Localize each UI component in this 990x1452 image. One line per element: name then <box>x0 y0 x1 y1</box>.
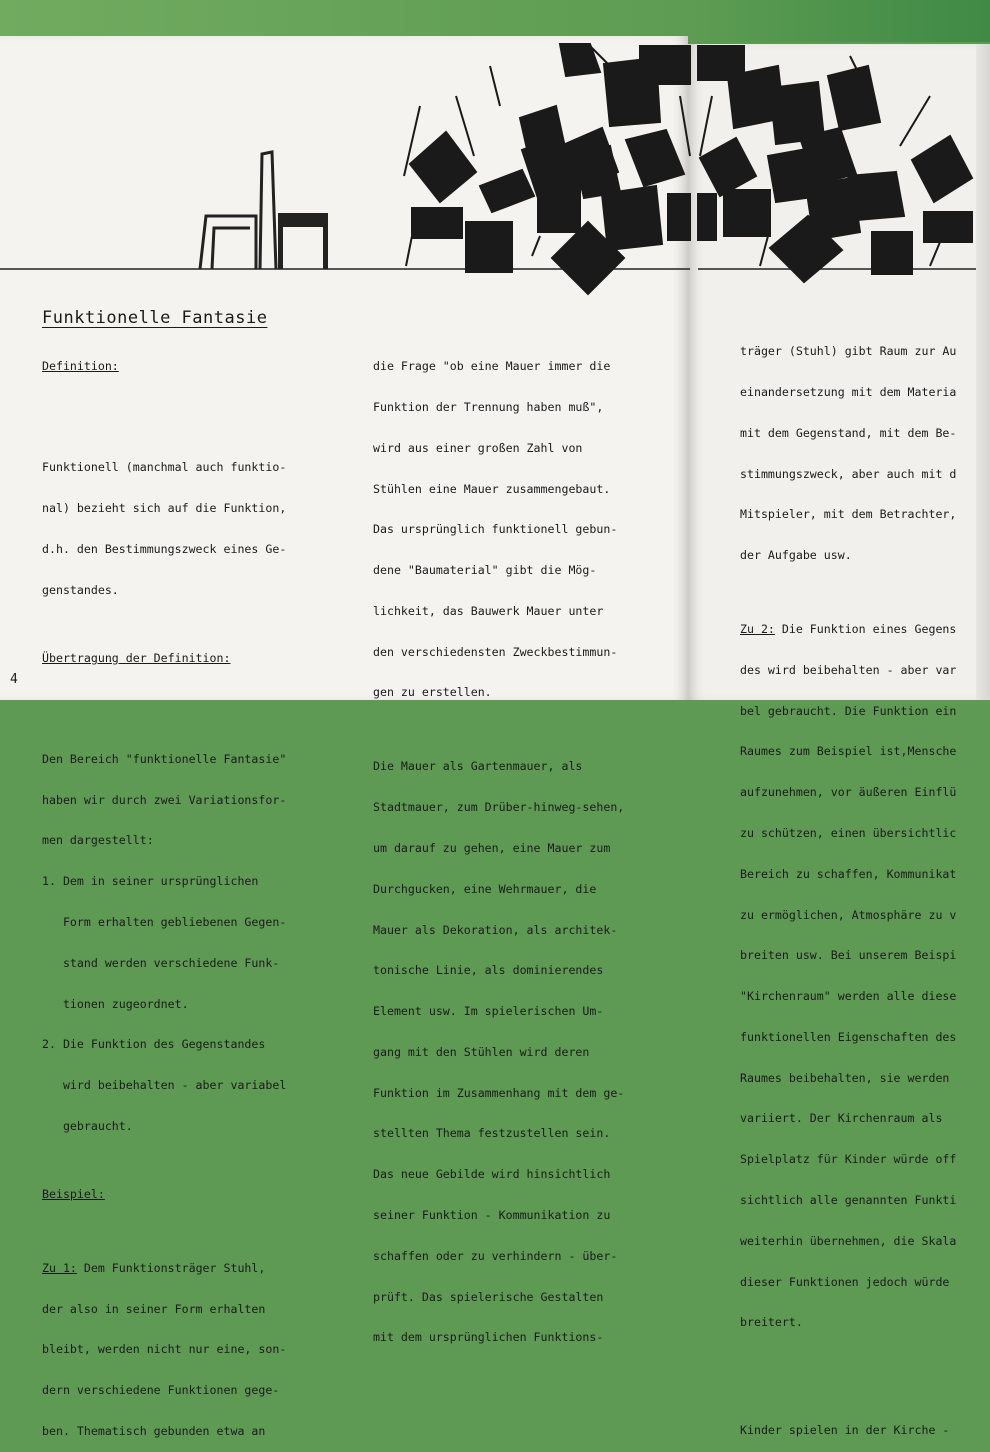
text-line: genstandes. <box>42 582 119 597</box>
text-line: prüft. Das spielerische Gestalten <box>373 1289 604 1304</box>
text-line: variiert. Der Kirchenraum als <box>740 1111 943 1126</box>
text-line: Funktion der Trennung haben muß", <box>373 399 604 414</box>
text-line: stand werden verschiedene Funk- <box>42 955 280 970</box>
text-line: des wird beibehalten - aber var <box>740 662 957 677</box>
text-line: gebraucht. <box>42 1118 133 1133</box>
text-line: Form erhalten gebliebenen Gegen- <box>42 914 287 929</box>
text-line: nal) bezieht sich auf die Funktion, <box>42 501 287 516</box>
text-line: der also in seiner Form erhalten <box>42 1301 266 1316</box>
text-line: lichkeit, das Bauwerk Mauer unter <box>373 603 604 618</box>
text-line: träger (Stuhl) gibt Raum zur Au <box>740 344 957 359</box>
chair-wall-left <box>404 44 690 294</box>
text-line: einandersetzung mit dem Materia <box>740 384 957 399</box>
text-line: den verschiedensten Zweckbestimmun- <box>373 644 618 659</box>
caption: Kinder spielen in der Kirche - <box>740 1422 950 1437</box>
text-line: breiten usw. Bei unserem Beispi <box>740 948 957 963</box>
page-title: Funktionelle Fantasie <box>42 308 268 328</box>
text-line: weiterhin übernehmen, die Skala <box>740 1233 957 1248</box>
column-3 <box>740 318 976 1451</box>
text-line: Mitspieler, mit dem Betrachter, <box>740 507 957 522</box>
text-line: Raumes zum Beispiel ist,Mensche <box>740 744 957 759</box>
column-2 <box>373 333 673 1359</box>
text-line: Element usw. Im spielerischen Um- <box>373 1004 604 1019</box>
text-line: "Kirchenraum" werden alle diese <box>740 989 957 1004</box>
text-line: Durchgucken, eine Wehrmauer, die <box>373 881 597 896</box>
text-line: Stühlen eine Mauer zusammengebaut. <box>373 481 611 496</box>
column-1 <box>42 333 342 1452</box>
text-line: dieser Funktionen jedoch würde <box>740 1274 950 1289</box>
transfer-text <box>42 726 342 1161</box>
text-line: ben. Thematisch gebunden etwa an <box>42 1423 266 1438</box>
text-line: wird aus einer großen Zahl von <box>373 440 583 455</box>
text-line: 2. Die Funktion des Gegenstandes <box>42 1037 266 1052</box>
text-line: stellten Thema festzustellen sein. <box>373 1126 611 1141</box>
text-line: funktionellen Eigenschaften des <box>740 1029 957 1044</box>
text-line: bel gebraucht. Die Funktion ein <box>740 703 957 718</box>
chair-right <box>278 213 328 269</box>
zu1-line <box>42 1262 342 1276</box>
text-line: Dem Funktionsträger Stuhl, <box>76 1260 266 1275</box>
text-line: d.h. den Bestimmungszweck eines Ge- <box>42 541 287 556</box>
text-line: aufzunehmen, vor äußeren Einflü <box>740 785 957 800</box>
text-line: Bereich zu schaffen, Kommunikat <box>740 866 957 881</box>
text-line: schaffen oder zu verhindern - über- <box>373 1248 618 1263</box>
text-line: Spielplatz für Kinder würde off <box>740 1152 957 1167</box>
text-line: zu ermöglichen, Atmosphäre zu v <box>740 907 957 922</box>
heading-example: Beispiel: <box>42 1186 105 1201</box>
text-line: um darauf zu gehen, eine Mauer zum <box>373 840 611 855</box>
text-line: Funktion im Zusammenhang mit dem ge- <box>373 1085 625 1100</box>
text-line: haben wir durch zwei Variationsfor- <box>42 792 287 807</box>
chair-wall-right <box>698 46 972 282</box>
chair-outline-left <box>200 216 256 269</box>
chair-illustration <box>0 36 990 306</box>
text-line: sichtlich alle genannten Funkti <box>740 1193 957 1207</box>
zu1-label: Zu 1: <box>42 1260 77 1275</box>
text-line: wird beibehalten - aber variabel <box>42 1078 287 1093</box>
text-line: Die Mauer als Gartenmauer, als <box>373 759 583 774</box>
text-line: Das neue Gebilde wird hinsichtlich <box>373 1167 611 1182</box>
text-line: mit dem ursprünglichen Funktions- <box>373 1330 604 1345</box>
text-line: gang mit den Stühlen wird deren <box>373 1044 590 1059</box>
chair-outline-tall <box>260 152 276 269</box>
zu2-label: Zu 2: <box>740 622 775 637</box>
text-line: men dargestellt: <box>42 833 154 848</box>
text-line: der Aufgabe usw. <box>740 548 852 563</box>
text-line: Funktionell (manchmal auch funktio- <box>42 460 287 475</box>
text-line: zu schützen, einen übersichtlic <box>740 825 957 840</box>
text-line: Den Bereich "funktionelle Fantasie" <box>42 751 287 766</box>
heading-definition: Definition: <box>42 359 119 374</box>
text-line: Stadtmauer, zum Drüber-hinweg-sehen, <box>373 800 625 815</box>
text-line: 1. Dem in seiner ursprünglichen <box>42 874 259 889</box>
text-line: Mauer als Dekoration, als architek- <box>373 922 618 937</box>
text-line: breitert. <box>740 1315 803 1330</box>
text-line: tionen zugeordnet. <box>42 996 189 1011</box>
text-line: stimmungszweck, aber auch mit d <box>740 466 957 481</box>
heading-transfer: Übertragung der Definition: <box>42 650 231 665</box>
text-line: dern verschiedene Funktionen gege- <box>42 1383 280 1398</box>
page-number: 4 <box>10 672 18 687</box>
text-line: Die Funktion eines Gegens <box>774 622 957 637</box>
text-line: Raumes beibehalten, sie werden <box>740 1070 950 1085</box>
text-line: die Frage "ob eine Mauer immer die <box>373 359 611 374</box>
text-line: mit dem Gegenstand, mit dem Be- <box>740 425 957 440</box>
text-line: gen zu erstellen. <box>373 685 492 700</box>
zu2-line <box>740 623 976 637</box>
text-line: tonische Linie, als dominierendes <box>373 963 604 978</box>
text-line: dene "Baumaterial" gibt die Mög- <box>373 563 597 578</box>
definition-text <box>42 434 342 624</box>
text-line: seiner Funktion - Kommunikation zu <box>373 1208 611 1222</box>
text-line: Das ursprünglich funktionell gebun- <box>373 522 618 537</box>
text-line: bleibt, werden nicht nur eine, son- <box>42 1342 287 1357</box>
